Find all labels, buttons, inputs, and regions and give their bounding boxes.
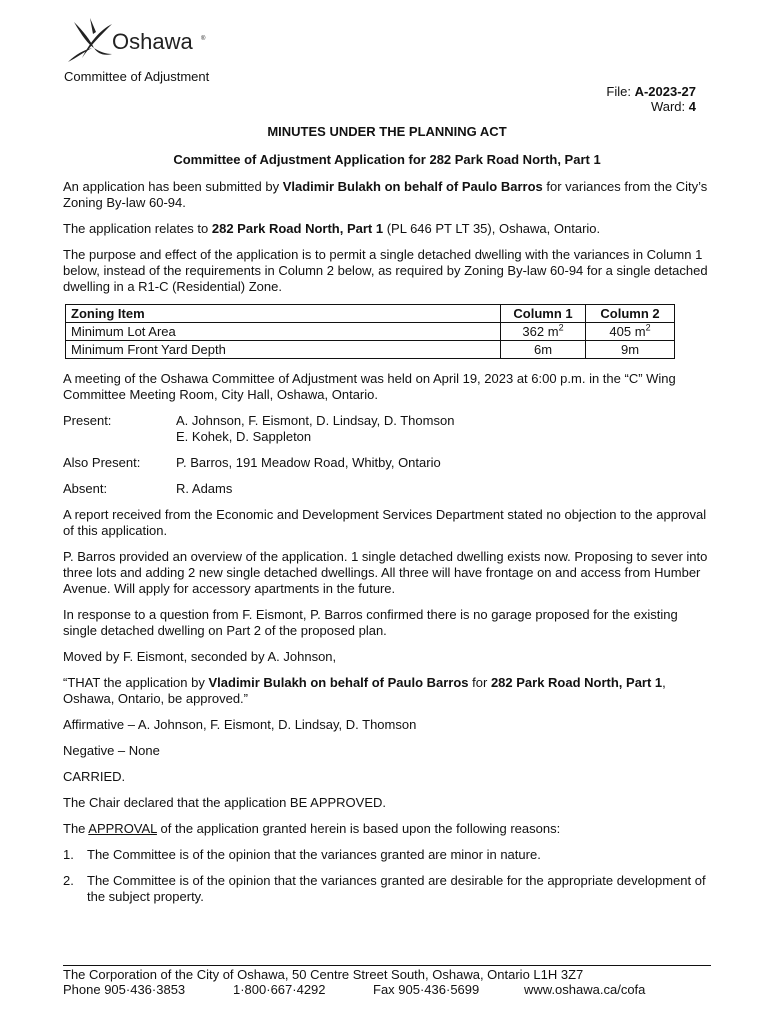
absent-row (63, 481, 711, 497)
affirmative-vote: Affirmative – A. Johnson, F. Eismont, D. Lindsay, D. Thomson (63, 717, 417, 732)
approval-paragraph: The APPROVAL of the application granted herein is based upon the following reasons: (63, 821, 561, 836)
file-number: File: A-2023-27 (606, 84, 696, 99)
meeting-paragraph: A meeting of the Oshawa Committee of Adjustment was held on April 19, 2023 at 6:00 p.m. in the “C” Wing Committee Meeting Room, City Hall, Oshawa, Ontario. (63, 371, 676, 402)
also-present-row (63, 455, 711, 471)
present-row (63, 413, 711, 445)
ward-number: Ward: 4 (650, 99, 696, 114)
present-label: Present: (63, 413, 112, 428)
negative-vote: Negative – None (63, 743, 160, 758)
also-present-value: P. Barros, 191 Meadow Road, Whitby, Ontario (176, 455, 441, 470)
zoning-item-cell: Minimum Lot Area (66, 323, 501, 341)
report-paragraph: A report received from the Economic and Development Services Department stated no objection to the approval of this application. (63, 507, 707, 538)
list-item: 2. The Committee is of the opinion that the variances granted are desirable for the appropriate development of the subject property. (63, 873, 706, 904)
table-row (66, 341, 675, 359)
list-item: 1. The Committee is of the opinion that the variances granted are minor in nature. (63, 847, 541, 862)
footer-phone: Phone 905·436·3853 (63, 982, 186, 997)
also-present-label: Also Present: (63, 455, 141, 470)
chair-declaration: The Chair declared that the application BE APPROVED. (63, 795, 387, 810)
overview-paragraph: P. Barros provided an overview of the application. 1 single detached dwelling exists now. Proposing to sever into three lots and adding 2 new single detached dwellings. All three will have frontage on and access from Humber Avenue. Will apply for accessory apartments in the future. (63, 549, 708, 596)
footer-address: The Corporation of the City of Oshawa, 50 Centre Street South, Oshawa, Ontario L1H 3Z7 (63, 967, 584, 982)
file-info (606, 84, 696, 114)
document-subtitle: Committee of Adjustment Application for 282 Park Road North, Part 1 (173, 152, 601, 167)
minutes-body (63, 124, 711, 905)
header-zoning-item: Zoning Item (66, 305, 501, 323)
column-1-cell: 6m (501, 341, 586, 359)
oshawa-logo-icon (60, 14, 120, 70)
header-column-2: Column 2 (586, 305, 675, 323)
application-paragraph: An application has been submitted by Vladimir Bulakh on behalf of Paulo Barros for variances from the City’s Zoning By-law 60-94. (63, 179, 708, 210)
footer-website[interactable]: www.oshawa.ca/cofa (524, 982, 646, 997)
question-paragraph: In response to a question from F. Eismont, P. Barros confirmed there is no garage proposed for the existing single detached dwelling on Part 2 of the proposed plan. (63, 607, 678, 638)
present-members: A. Johnson, F. Eismont, D. Lindsay, D. Thomson E. Kohek, D. Sappleton (176, 413, 455, 444)
column-1-cell: 362 $m^2$ (501, 323, 586, 341)
purpose-paragraph: The purpose and effect of the application is to permit a single detached dwelling with the variances in Column 1 below, instead of the requirements in Column 2 below, as required by Zoning By-law 60-94 for a single detached dwelling in a R1-C (Residential) Zone. (63, 247, 708, 294)
zoning-item-cell: Minimum Front Yard Depth (66, 341, 501, 359)
moved-paragraph: Moved by F. Eismont, seconded by A. Johnson, (63, 649, 337, 664)
document-title: MINUTES UNDER THE PLANNING ACT (267, 124, 507, 139)
absent-label: Absent: (63, 481, 108, 496)
absent-value: R. Adams (176, 481, 233, 496)
zoning-table (65, 304, 675, 359)
footer-contacts (63, 982, 711, 997)
motion-paragraph: “THAT the application by Vladimir Bulakh on behalf of Paulo Barros for 282 Park Road North, Part 1, Oshawa, Ontario, be approved.” (63, 675, 666, 706)
header-column-1: Column 1 (501, 305, 586, 323)
column-2-cell: 405 $m^2$ (586, 323, 675, 341)
committee-name: Committee of Adjustment (64, 69, 210, 84)
footer-fax: Fax 905·436·5699 (373, 982, 480, 997)
logo-wordmark: Oshawa (112, 29, 193, 54)
property-paragraph: The application relates to 282 Park Road North, Part 1 (PL 646 PT LT 35), Oshawa, Ontario. (63, 221, 601, 236)
table-header-row (66, 305, 675, 323)
table-row (66, 323, 675, 341)
column-2-cell: 9m (586, 341, 675, 359)
footer-tollfree: 1·800·667·4292 (233, 982, 326, 997)
carried-status: CARRIED. (63, 769, 126, 784)
page-footer (63, 965, 711, 997)
logo-registered-mark: ® (201, 36, 206, 42)
